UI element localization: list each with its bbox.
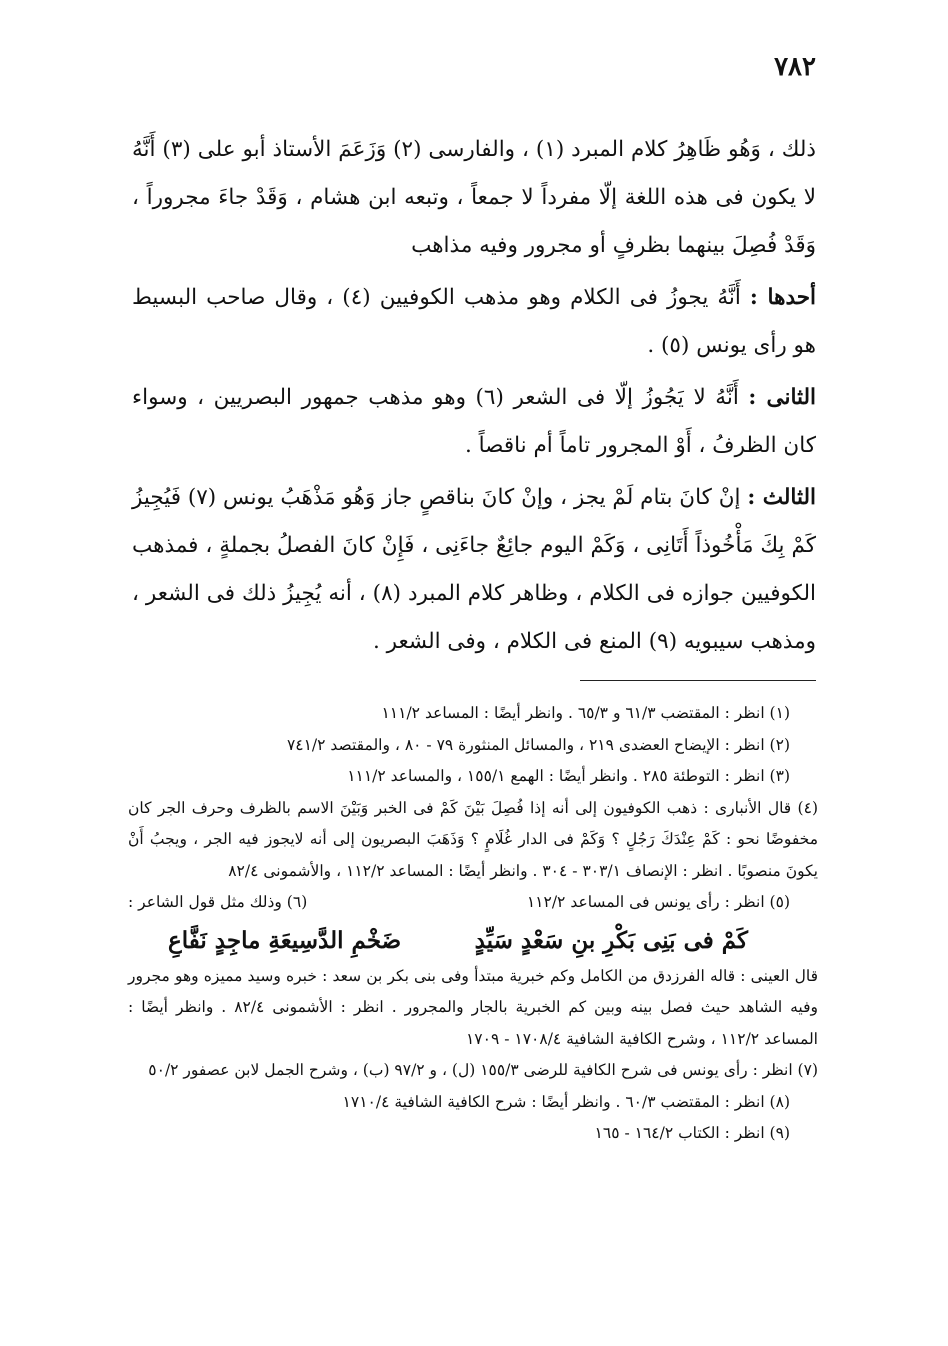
paragraph-text: ذلك ، وَهُو ظَاهِرُ كلام المبرد (١) ، والفارسى (٢) وَزَعَمَ الأستاذ أبو على (٣) أَنَّهُ لا يكون فى هذه اللغة إلّا مفرداً لا جمعاً ، وتبعه ابن هشام ، وَقَدْ جاءَ مجروراً ، وَقَدْ فُصِلَ بينهما بظرفٍ أو مجرور وفيه مذاهب — [132, 137, 816, 258]
footnote-4: (٤) قال الأنبارى : ذهب الكوفيون إلى أنه إذا فُصِلَ بَيْنَ كَمْ فى الخبر وَبَيْنَ الاسم بالظرف وحرف الجر كان مخفوضًا نحو : كَمْ عِنْدَكَ رَجُلٍ ؟ وَكَمْ فى الدار غُلَامٍ ؟ وَذَهَبَ البصريون إلى أنه لايجوز فيه الجر ، ويجبُ أَنْ يكونَ منصوبًا . انظر : الإنصاف ٣٠٣/١ - ٣٠٤ . وانظر أيضًا : المساعد ١١٢/٢ ، والأشمونى ٨٢/٤ — [128, 798, 818, 880]
footnote-6-commentary: قال العينى : قاله الفرزدق من الكامل وكم خبرية مبتدأ وفى بنى بكر بن سعد : خبره وسيد مميزه وهو مجرور وفيه الشاهد حيث فصل بينه وبين كم الخبرية بالجار والمجرور . انظر : الأشمونى ٨٢/٤ . وانظر أيضًا : المساعد ١١٢/٢ ، وشرح الكافية الشافية ١٧٠٨/٤ - ١٧٠٩ — [128, 966, 818, 1048]
page-number: ٧٨٢ — [774, 52, 816, 82]
verse-second-hemistich: ضَخْمِ الدَّسِيعَةِ ماجِدٍ نَفَّاعِ — [168, 926, 402, 954]
paragraph-intro — [132, 126, 816, 270]
paragraph-second-view — [132, 374, 816, 470]
paragraph-lead: أحدها : — [749, 285, 816, 310]
footnote-5: (٥) انظر : رأى يونس فى المساعد ١١٢/٢ — [526, 893, 790, 911]
poetry-verse — [128, 919, 818, 961]
footnote-row-5-6 — [128, 887, 818, 919]
paragraph-lead: الثالث : — [747, 485, 816, 510]
main-text — [132, 126, 816, 666]
footnote-3: (٣) انظر : التوطئة ٢٨٥ . وانظر أيضًا : الهمع ١٥٥/١ ، والمساعد ١١١/٢ — [347, 767, 790, 785]
footnotes — [128, 698, 818, 1150]
paragraph-text: أَنَّهُ لا يَجُوزُ إلّا فى الشعر (٦) وهو مذهب جمهور البصريين ، وسواء كان الظرفُ ، أَوْ المجرور تاماً أم ناقصاً . — [132, 385, 816, 458]
footnote-8: (٨) انظر : المقتضب ٦٠/٣ . وانظر أيضًا : شرح الكافية الشافية ١٧١٠/٤ — [342, 1092, 790, 1111]
verse-first-hemistich: كَمْ فى بَنِى بَكْرِ بنِ سَعْدٍ سَيِّدٍ — [474, 926, 748, 954]
footnote-divider — [580, 680, 816, 681]
paragraph-lead: الثانى : — [748, 385, 817, 410]
footnote-1: (١) انظر : المقتضب ٦١/٣ و ٦٥/٣ . وانظر أيضًا : المساعد ١١١/٢ — [381, 704, 790, 722]
footnote-6: (٦) وذلك مثل قول الشاعر : — [128, 893, 308, 911]
paragraph-text: إنْ كانَ بتام لَمْ يجز ، وإنْ كانَ بناقصٍ جاز وَهُو مَذْهَبُ يونس (٧) فَيُجِيزُ كَمْ بِكَ مَأْخُوذاً أَتَانِى ، وَكَمْ اليوم جائِعٌ جاءَنِى ، فَإِنْ كانَ الفصلُ بجملةٍ ، فمذهب الكوفيين جوازه فى الكلام ، وظاهر كلام المبرد (٨) ، أنه يُجِيزُ ذلك فى الشعر ، ومذهب سيبويه (٩) المنع فى الكلام ، وفى الشعر . — [132, 485, 816, 654]
footnote-9: (٩) انظر : الكتاب ١٦٤/٢ - ١٦٥ — [594, 1124, 790, 1142]
paragraph-third-view — [132, 474, 816, 666]
footnote-7: (٧) انظر : رأى يونس فى شرح الكافية للرضى ١٥٥/٣ (ل) ، و ٩٧/٢ (ب) ، وشرح الجمل لابن عصفور ٥٠/٢ — [148, 1061, 818, 1079]
paragraph-first-view — [132, 274, 816, 370]
paragraph-text: أَنَّهُ يجوزُ فى الكلام وهو مذهب الكوفيين (٤) ، وقال صاحب البسيط هو رأى يونس (٥) . — [132, 285, 816, 358]
footnote-2: (٢) انظر : الإيضاح العضدى ٢١٩ ، والمسائل المنثورة ٧٩ - ٨٠ ، والمقتصد ٧٤١/٢ — [286, 735, 790, 754]
